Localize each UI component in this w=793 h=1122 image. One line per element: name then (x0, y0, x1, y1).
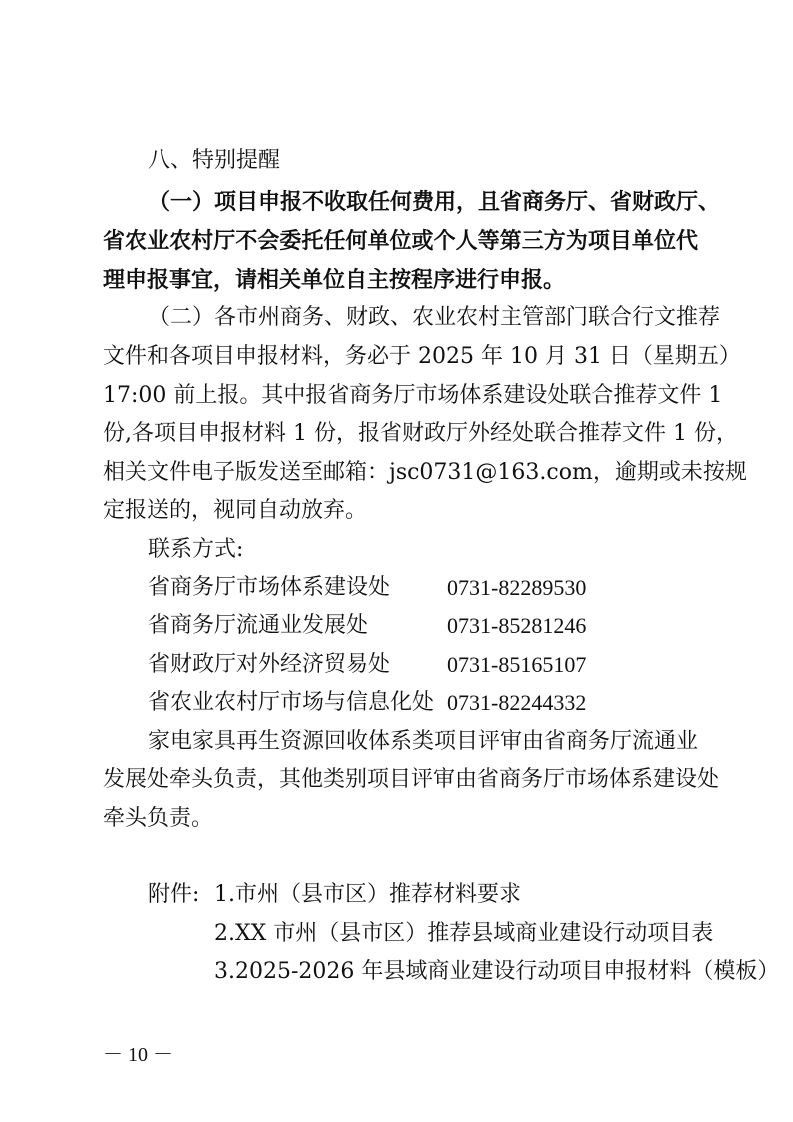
attachment-item-3: 3.2025-2026 年县域商业建设行动项目申报材料（模板） (214, 959, 780, 984)
item1-line-2: 省农业农村厅不会委托任何单位或个人等第三方为项目单位代 (103, 228, 698, 254)
item2-line-1: （二）各市州商务、财政、农业农村主管部门联合行文推荐 (148, 305, 721, 330)
contact-phone-3: 0731-85165107 (447, 652, 587, 677)
contact-phone-1: 0731-82289530 (447, 575, 587, 600)
review-note-line-1: 家电家具再生资源回收体系类项目评审由省商务厅流通业 (148, 729, 699, 754)
item1-line-3: 理申报事宜，请相关单位自主按程序进行申报。 (103, 267, 566, 293)
review-note-line-2: 发展处牵头负责，其他类别项目评审由省商务厅市场体系建设处 (103, 767, 720, 792)
contact-phone-2: 0731-85281246 (447, 613, 587, 638)
attachments-label: 附件: (148, 882, 200, 907)
attachment-item-1: 1.市州（县市区）推荐材料要求 (214, 882, 521, 907)
attachment-item-2: 2.XX 市州（县市区）推荐县域商业建设行动项目表 (214, 921, 714, 946)
contacts-label: 联系方式: (148, 537, 244, 562)
section-heading: 八、特别提醒 (148, 148, 281, 173)
page-number: － 10 － (103, 1044, 173, 1066)
item2-line-4: 份,各项目申报材料 1 份，报省财政厅外经处联合推荐文件 1 份， (103, 421, 738, 446)
contact-name-3: 省财政厅对外经济贸易处 (148, 652, 391, 677)
item2-line-6: 定报送的，视同自动放弃。 (103, 498, 368, 523)
contact-name-1: 省商务厅市场体系建设处 (148, 575, 391, 600)
item2-line-5: 相关文件电子版发送至邮箱：jsc0731@163.com，逾期或未按规 (103, 460, 747, 485)
contact-name-2: 省商务厅流通业发展处 (148, 613, 369, 638)
item2-line-2: 文件和各项目申报材料，务必于 2025 年 10 月 31 日（星期五） (103, 344, 741, 369)
item2-line-3: 17:00 前上报。其中报省商务厅市场体系建设处联合推荐文件 1 (103, 383, 723, 408)
review-note-line-3: 牵头负责。 (103, 806, 214, 831)
item1-line-1: （一）项目申报不收取任何费用，且省商务厅、省财政厅、 (148, 189, 721, 215)
contact-name-4: 省农业农村厅市场与信息化处 (148, 690, 435, 715)
contact-phone-4: 0731-82244332 (447, 690, 587, 715)
